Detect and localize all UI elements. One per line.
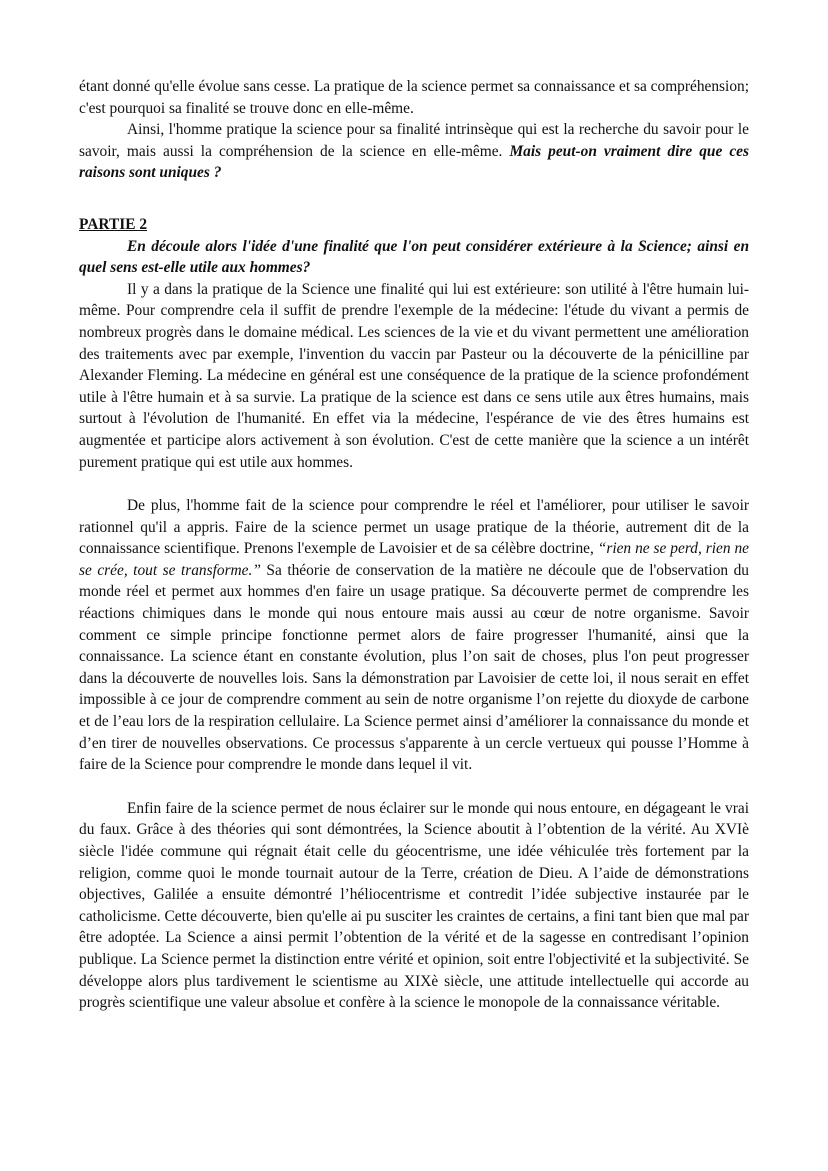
section-heading: PARTIE 2 xyxy=(79,215,148,233)
document-page xyxy=(79,76,749,1014)
paragraph-text-after-quote: Sa théorie de conservation de la matière ne découle que de l'observation du monde réel et permet aux hommes d'en faire un usage pratique. Sa découverte permet de comprendre les réactions chimiques dans le monde qui nous entoure mais aussi au cœur de notre organisme. Savoir comment ce simple principe fonctionne permet alors de faire progresser l'humanité, ainsi que la connaissance. La science étant en constante évolution, plus l’on sait de choses, plus l'on peut progresser dans la découverte de nouvelles lois. Sans la démonstration par Lavoisier de cette loi, il nous serait en effet impossible à ce jour de comprendre comment au sein de notre organisme l’on rejette du dioxyde de carbone et de l’eau lors de la respiration cellulaire. La Science permet ainsi d’améliorer la connaissance du monde et d’en tirer de nouvelles observations. Ce processus s'apparente à un cercle vertueux qui pousse l’Homme à faire de la Science pour comprendre le monde dans lequel il vit. xyxy=(79,561,749,774)
paragraph-lavoisier xyxy=(79,495,749,776)
section-intro-question: En découle alors l'idée d'une finalité que l'on peut considérer extérieure à la Science; ainsi en quel sens est-elle utile aux hommes? xyxy=(79,237,749,277)
paragraph-medicine: Il y a dans la pratique de la Science une finalité qui lui est extérieure: son utilité à l'être humain lui-même. Pour comprendre cela il suffit de prendre l'exemple de la médecine: l'étude du vivant a permis de nombreux progrès dans le domaine médical. Les sciences de la vie et du vivant permettent une amélioration des traitements avec par exemple, l'invention du vaccin par Pasteur ou la découverte de la pénicilline par Alexander Fleming. La médecine en général est une conséquence de la pratique de la science profondément utile à l'être humain et à sa survie. La pratique de la science est dans ce sens utile aux êtres humains, mais surtout à l'évolution de l'humanité. En effet via la médecine, l'espérance de vie des êtres humains est augmentée et participe alors activement à son évolution. C'est de cette manière que la science a un intérêt purement pratique qui est utile aux hommes. xyxy=(79,280,749,471)
paragraph-text-before-quote: De plus, l'homme fait de la science pour comprendre le réel et l'améliorer, pour utiliser le savoir rationnel qu'il a appris. Faire de la science permet un usage pratique de la théorie, autrement dit de la connaissance scientifique. Prenons l'exemple de Lavoisier et de sa célèbre doctrine, xyxy=(79,497,749,558)
paragraph-galilee: Enfin faire de la science permet de nous éclairer sur le monde qui nous entoure, en dégageant le vrai du faux. Grâce à des théories qui sont démontrées, la Science aboutit à l’obtention de la vérité. Au XVIè siècle l'idée commune qui régnait était celle du géocentrisme, une idée véhiculée très fortement par la religion, comme quoi le monde tournait autour de la Terre, création de Dieu. A l’aide de démonstrations objectives, Galilée a ensuite démontré l’héliocentrisme et contredit l’idée subjective instaurée par le catholicisme. Cette découverte, bien qu'elle ai pu susciter les craintes de certains, a fini tant bien que mal par être adoptée. La Science a ainsi permit l’obtention de la vérité et de la sagesse en contredisant l’opinion publique. La Science permet la distinction entre vérité et opinion, soit entre l'objectivité et la subjectivité. Se développe alors plus tardivement le scientisme au XIXè siècle, une attitude intellectuelle qui accorde au progrès scientifique une valeur absolue et confère à la science le monopole de la connaissance véritable. xyxy=(79,799,749,1012)
transition-question: Mais peut-on vraiment dire que ces raisons sont uniques ? xyxy=(79,142,749,182)
paragraph-intro-continuation: étant donné qu'elle évolue sans cesse. La pratique de la science permet sa connaissance et sa compréhension; c'est pourquoi sa finalité se trouve donc en elle-même. xyxy=(79,78,749,117)
paragraph-text: Ainsi, l'homme pratique la science pour sa finalité intrinsèque qui est la recherche du savoir pour le savoir, mais aussi la compréhension de la science en elle-même. xyxy=(79,121,749,160)
lavoisier-quote: “rien ne se perd, rien ne se crée, tout se transforme.” xyxy=(79,540,749,579)
paragraph-part1-conclusion xyxy=(79,119,749,184)
